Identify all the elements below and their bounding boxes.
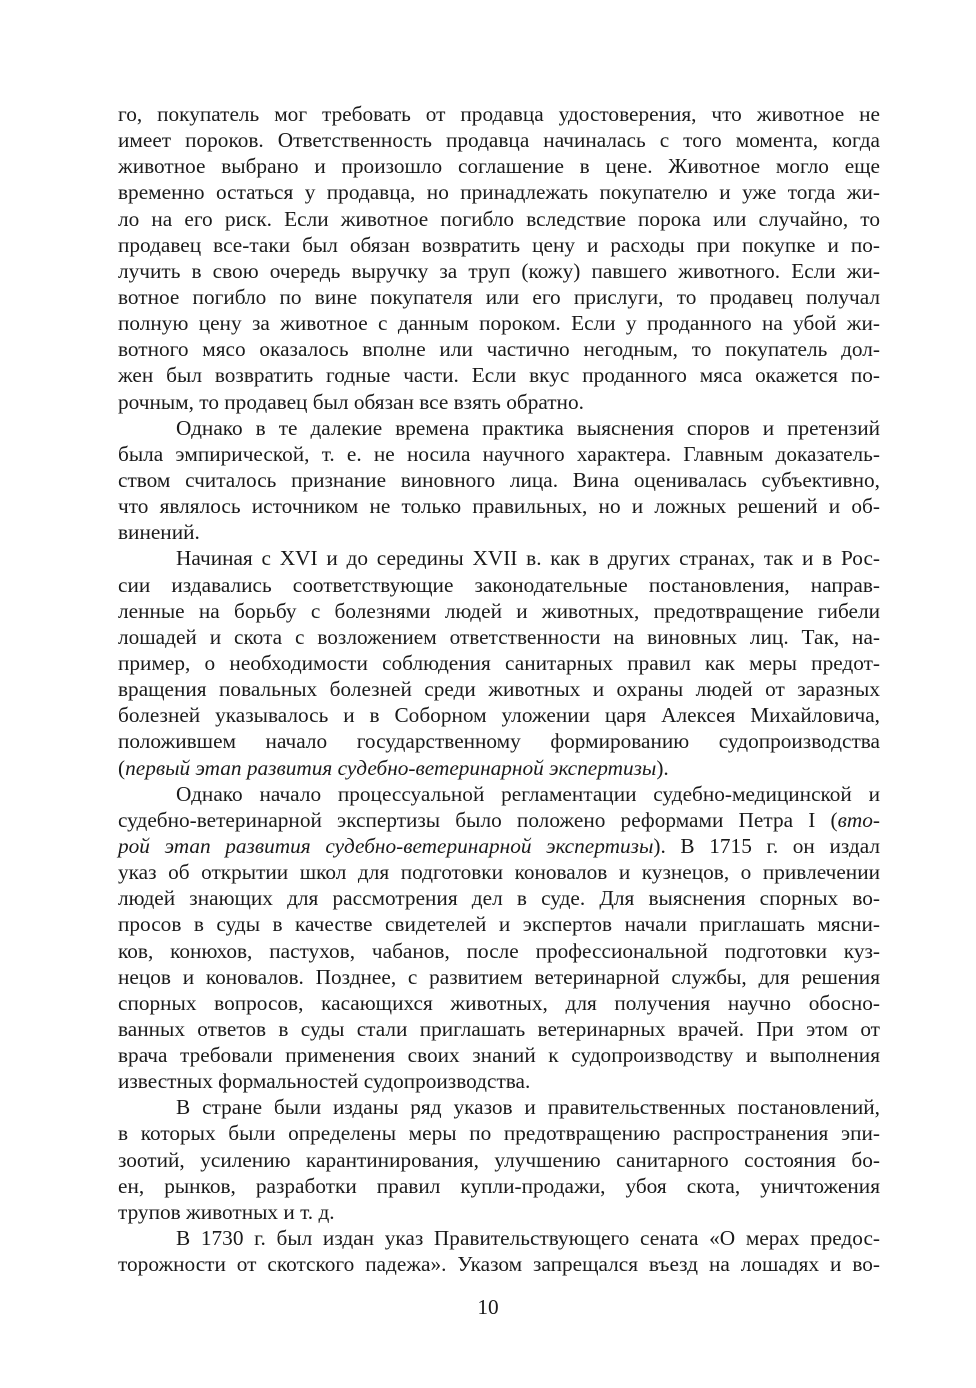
text-line [118,859,880,885]
text-line [118,153,880,179]
text-segment: болезней указывалось и в Соборном уложении царя Алексея Михайловича, [118,703,880,728]
text-segment: Однако начало процессуальной регламентации судебно-медицинской и [176,781,880,806]
text-segment: Однако в те далекие времена практика выяснения споров и претензий [176,415,880,440]
text-segment: людей знающих для рассмотрения дел в суде. Для выяснения спорных во- [118,886,880,911]
text-line [118,258,880,284]
text-segment: судебно-ветеринарной экспертизы было положено реформами Петра I ( [118,807,838,832]
text-line [118,441,880,467]
text-line [118,807,880,833]
text-line [118,1120,880,1146]
text-line [118,519,880,545]
text-segment: В стране были изданы ряд указов и правительственных постановлений, [176,1095,880,1120]
text-line [118,1016,880,1042]
text-line [118,624,880,650]
text-segment: в которых были определены меры по предотвращению распространения эпи- [118,1121,880,1146]
text-line [118,572,880,598]
text-line [118,650,880,676]
text-line [118,206,880,232]
text-line [118,702,880,728]
text-segment: что являлось источником не только правильных, но и ложных решений и об- [118,494,880,519]
text-line [118,310,880,336]
text-line [118,885,880,911]
text-line [118,1147,880,1173]
text-segment: нецов и коновалов. Позднее, с развитием ветеринарной службы, для решения [118,964,880,989]
text-segment: ванных ответов в суды стали приглашать ветеринарных врачей. При этом от [118,1016,880,1041]
text-line [118,467,880,493]
text-line [118,362,880,388]
text-segment: винений. [118,520,200,545]
text-line [118,964,880,990]
text-line [118,1251,880,1277]
text-segment: продавец все-таки был обязан возвратить цену и расходы при покупке и по- [118,232,880,257]
text-segment: лучить в свою очередь выручку за труп (кожу) павшего животного. Если жи- [118,258,880,283]
text-segment: врача требовали применения своих знаний к судопроизводству и выполнения [118,1043,880,1068]
text-segment: указ об открытии школ для подготовки коновалов и кузнецов, о привлечении [118,860,880,885]
text-segment: ством считалось признание виновного лица. Вина оценивалась субъективно, [118,467,880,492]
text-line [118,728,880,754]
page-number: 10 [477,1295,499,1319]
text-segment: спорных вопросов, касающихся животных, для получения научно обосно- [118,990,880,1015]
text-line [118,101,880,127]
text-segment: зоотий, усилению карантинирования, улучшению санитарного состояния бо- [118,1147,880,1172]
italic-text: рой этап развития судебно-ветеринарной экспертизы [118,833,654,858]
text-segment: Начиная с XVI и до середины XVII в. как в других странах, так и в Рос- [176,546,880,571]
text-segment: известных формальностей судопроизводства. [118,1069,531,1094]
text-segment: ). В 1715 г. он издал [653,833,880,858]
text-segment: В 1730 г. был издан указ Правительствующего сената «О мерах предос- [176,1226,880,1251]
text-segment: ен, рынков, разработки правил купли-продажи, убоя скота, уничтожения [118,1173,880,1198]
text-line [118,938,880,964]
text-line [118,833,880,859]
text-segment: ло на его риск. Если животное погибло вследствие порока или случайно, то [118,206,880,231]
text-line [118,755,880,781]
text-segment: ( [118,755,126,780]
text-line [118,1199,880,1225]
text-line [118,1225,880,1251]
text-segment: положившем начало государственному формированию судопроизводства [118,729,880,754]
text-line [118,1173,880,1199]
text-segment: рочным, то продавец был обязан все взять обратно. [118,389,584,414]
text-line [118,493,880,519]
text-segment: го, покупатель мог требовать от продавца удостоверения, что животное не [118,102,880,126]
text-line [118,990,880,1016]
text-segment: ). [656,755,669,780]
text-line [118,232,880,258]
text-segment: временно остаться у продавца, но принадлежать покупателю и уже тогда жи- [118,180,880,205]
text-line [118,781,880,807]
text-segment: ленные на борьбу с болезнями людей и животных, предотвращение гибели [118,598,880,623]
text-line [118,598,880,624]
text-segment: жен был возвратить годные части. Если вкус проданного мяса окажется по- [118,363,880,388]
text-segment: пример, о необходимости соблюдения санитарных правил как меры предот- [118,650,880,675]
text-line [118,179,880,205]
text-segment: имеет пороков. Ответственность продавца начиналась с того момента, когда [118,128,880,153]
text-segment: лошадей и скота с возложением ответственности на виновных лиц. Так, на- [118,624,880,649]
text-segment: просов в суды в качестве свидетелей и экспертов начали приглашать мясни- [118,912,880,937]
text-line [118,336,880,362]
italic-text: первый этап развития судебно-ветеринарной экспертизы [125,755,657,780]
text-segment: вотного мясо оказалось вполне или частично негодным, то покупатель дол- [118,337,880,362]
text-segment: животное выбрано и произошло соглашение в цене. Животное могло еще [118,154,880,179]
text-line [118,389,880,415]
text-segment: сии издавались соответствующие законодательные постановления, направ- [118,572,880,597]
text-line [118,284,880,310]
text-segment: торожности от скотского падежа». Указом запрещался въезд на лошадях и во- [118,1252,880,1277]
body-text [118,101,880,1277]
text-line [118,1068,880,1094]
text-line [118,545,880,571]
text-line [118,911,880,937]
text-line [118,1094,880,1120]
text-segment: была эмпирической, т. е. не носила научного характера. Главным доказатель- [118,441,880,466]
italic-text: вто- [837,807,880,832]
text-line [118,415,880,441]
text-segment: вотное погибло по вине покупателя или его прислуги, то продавец получал [118,284,880,309]
text-line [118,676,880,702]
text-segment: ков, конюхов, пастухов, чабанов, после профессиональной подготовки куз- [118,938,880,963]
text-segment: вращения повальных болезней среди животных и охраны людей от заразных [118,677,880,702]
text-line [118,1042,880,1068]
text-segment: полную цену за животное с данным пороком. Если у проданного на убой жи- [118,311,880,336]
text-line [118,127,880,153]
text-segment: трупов животных и т. д. [118,1199,335,1224]
